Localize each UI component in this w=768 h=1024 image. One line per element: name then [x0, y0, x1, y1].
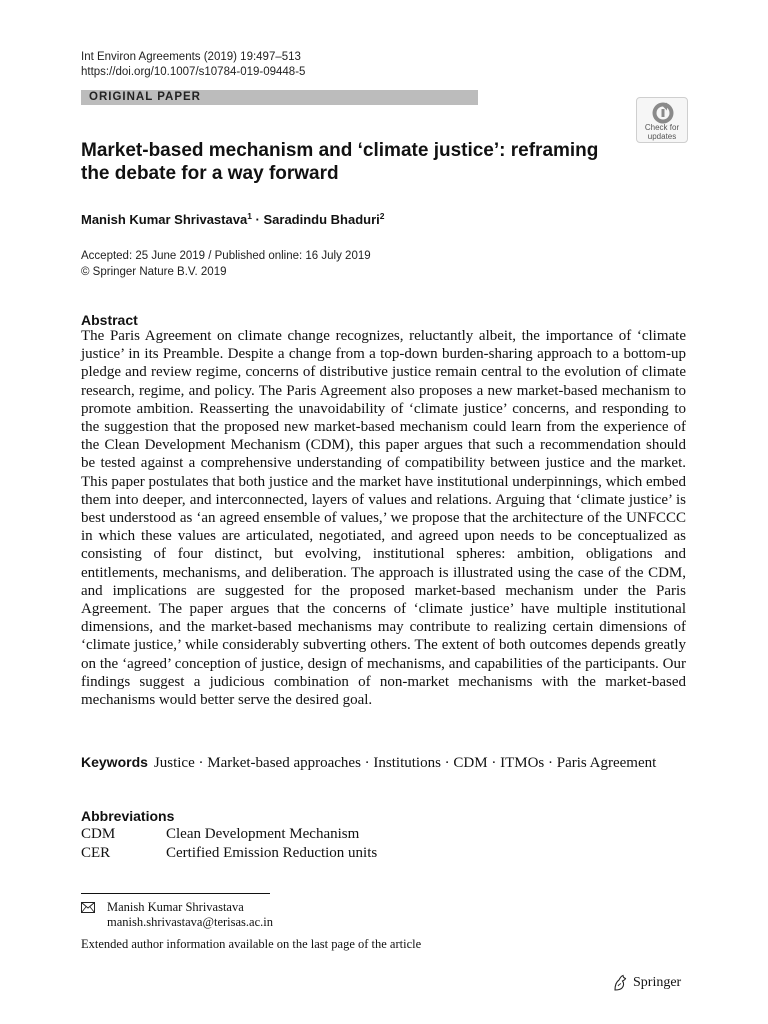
- check-for-updates-badge[interactable]: [636, 97, 688, 143]
- affiliation-mark: 1: [247, 211, 252, 221]
- footnote-divider: [81, 893, 270, 894]
- keywords-label: Keywords: [81, 754, 148, 770]
- extended-author-info: Extended author information available on the last page of the article: [81, 937, 422, 951]
- badge-line-2: updates: [647, 131, 677, 141]
- check-updates-icon: [649, 101, 677, 125]
- keywords-section: [81, 753, 681, 773]
- publisher-name: Springer: [633, 975, 682, 990]
- badge-text: [637, 124, 687, 141]
- copyright-line: © Springer Nature B.V. 2019: [81, 265, 227, 278]
- keywords-list: Justice · Market-based approaches · Institutions · CDM · ITMOs · Paris Agreement: [153, 755, 657, 771]
- springer-horse-icon: [612, 974, 628, 992]
- envelope-icon: [81, 902, 95, 913]
- abstract-heading: Abstract: [81, 312, 138, 328]
- section-label: ORIGINAL PAPER: [89, 91, 201, 103]
- author-name[interactable]: Saradindu Bhaduri: [263, 212, 380, 227]
- paper-title: Market-based mechanism and ‘climate justice’: reframing the debate for a way forward: [81, 140, 599, 184]
- doi-link[interactable]: https://doi.org/10.1007/s10784-019-09448-5: [81, 66, 306, 78]
- author-separator: ·: [251, 212, 264, 227]
- abbreviation-definition: Clean Development Mechanism: [166, 826, 360, 842]
- abbreviations-heading: Abbreviations: [81, 808, 175, 824]
- journal-citation: Int Environ Agreements (2019) 19:497–513: [81, 51, 301, 63]
- author-list: [81, 208, 385, 228]
- corresponding-author-email[interactable]: manish.shrivastava@terisas.ac.in: [107, 915, 273, 929]
- abbreviation-term: CDM: [81, 826, 116, 842]
- corresponding-author-name: Manish Kumar Shrivastava: [107, 900, 244, 914]
- abstract-body: The Paris Agreement on climate change recognizes, reluctantly albeit, the importance of ‘climate justice’ in its Preamble. Despite a change from a top-down burden-sharing approach to a bottom-up pledge and review regime, concerns of distributive justice remain central to the evolution of climate research, regime, and policy. The Paris Agreement also proposes a new market-based mechanism to promote ambition. Reasserting the unavoidability of ‘climate justice’ concerns, and responding to the suggestion that the proposed new market-based mechanism could learn from the experience of the Clean Development Mechanism (CDM), this paper argues that such a recommendation should be tested against a comprehensive understanding of compatibility between justice and the market. This paper postulates that both justice and the market have institutional underpinnings, which embed them into deeper, and interconnected, layers of values and relations. Arguing that ‘climate justice’ is best understood as ‘an agreed ensemble of values,’ we propose that the architecture of the UNFCCC in which these values are articulated, negotiated, and agreed upon needs to be conceptualized as consisting of four distinct, but evolving, institutional spheres: ambition, obligations and entitlements, mechanisms, and deliberation. The approach is illustrated using the case of the CDM, and implications are suggested for the proposed market-based mechanism under the Paris Agreement. The paper argues that the concerns of ‘climate justice’ have multiple institutional dimensions, and the market-based mechanisms may contribute to realizing certain dimensions of ‘climate justice,’ while considerably subverting others. The extent of both outcomes depends greatly on the ‘agreed’ conception of justice, design of mechanisms, and capabilities of the participants. Our findings suggest a judicious combination of non-market mechanisms with the market-based mechanisms would better serve the desired goal.: [81, 328, 686, 709]
- abbreviation-definition: Certified Emission Reduction units: [166, 845, 378, 861]
- abbreviation-term: CER: [81, 845, 111, 861]
- badge-line-1: Check for: [644, 123, 680, 132]
- affiliation-mark: 2: [379, 211, 385, 221]
- publication-dates: [81, 249, 371, 280]
- accepted-published-line: Accepted: 25 June 2019 / Published online: 16 July 2019: [81, 250, 371, 262]
- author-name[interactable]: Manish Kumar Shrivastava: [81, 212, 248, 227]
- section-bar: [81, 90, 478, 105]
- journal-header: [81, 50, 305, 80]
